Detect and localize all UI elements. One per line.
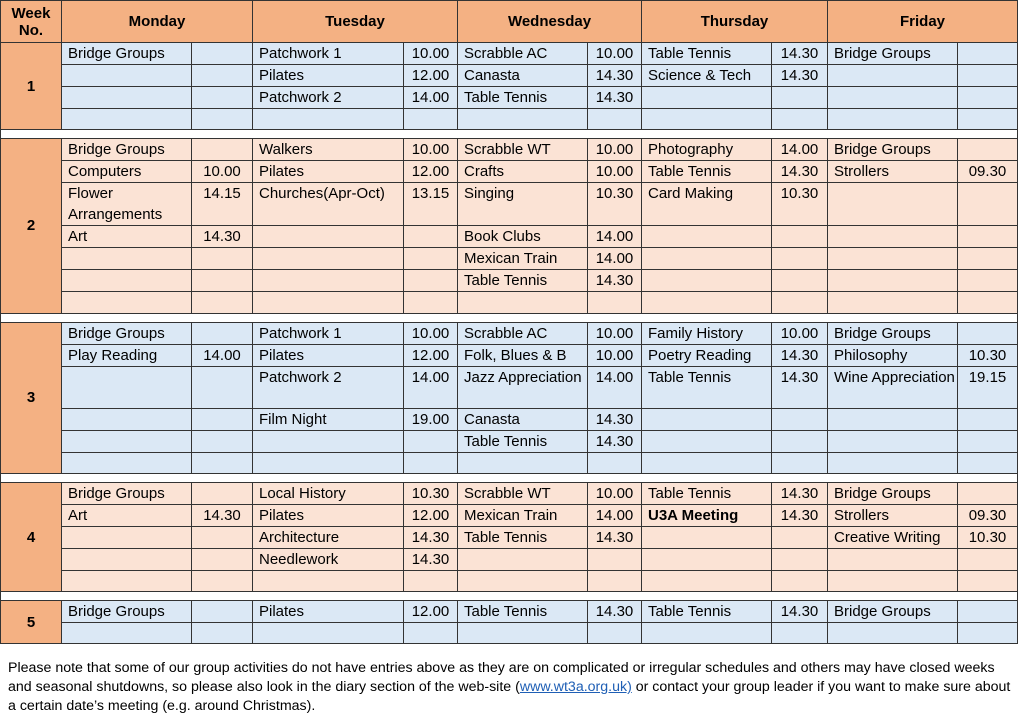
tuesday-activity-cell: Patchwork 2 [253,87,404,109]
thursday-activity-cell [642,87,772,109]
thursday-activity-cell [642,292,772,313]
monday-activity-cell [62,292,192,313]
schedule-row [1,183,1018,226]
tuesday-activity-cell: Pilates [253,161,404,183]
tuesday-time-cell [404,248,458,270]
friday-time-cell [958,322,1018,344]
friday-activity-cell [828,65,958,87]
wednesday-time-cell: 14.30 [588,65,642,87]
thursday-time-cell [772,292,828,313]
tuesday-activity-cell: Pilates [253,344,404,366]
tuesday-time-cell: 19.00 [404,408,458,430]
tuesday-activity-cell: Needlework [253,548,404,570]
monday-activity-cell [62,526,192,548]
monday-time-cell [192,292,253,313]
separator-cell [1,130,1018,139]
monday-time-cell: 14.30 [192,226,253,248]
week-number-cell: 2 [1,139,62,313]
wednesday-activity-cell: Singing [458,183,588,226]
tuesday-time-cell [404,430,458,452]
tuesday-time-cell: 12.00 [404,65,458,87]
tuesday-time-cell: 10.00 [404,139,458,161]
thursday-activity-cell: Table Tennis [642,43,772,65]
tuesday-activity-cell [253,109,404,130]
wednesday-time-cell: 10.30 [588,183,642,226]
tuesday-time-cell [404,270,458,292]
thursday-activity-cell: Science & Tech [642,65,772,87]
thursday-activity-cell [642,226,772,248]
tuesday-time-cell: 10.30 [404,482,458,504]
thursday-time-cell: 14.30 [772,65,828,87]
day-header-friday: Friday [828,1,1018,43]
monday-activity-cell: Art [62,226,192,248]
schedule-row [1,322,1018,344]
wednesday-time-cell: 10.00 [588,322,642,344]
schedule-row [1,344,1018,366]
tuesday-activity-cell: Patchwork 1 [253,43,404,65]
wednesday-activity-cell: Jazz Appreciation [458,366,588,408]
thursday-activity-cell [642,623,772,644]
schedule-row [1,452,1018,473]
thursday-activity-cell: Photography [642,139,772,161]
monday-time-cell [192,430,253,452]
friday-time-cell [958,109,1018,130]
tuesday-activity-cell [253,292,404,313]
monday-activity-cell: Bridge Groups [62,601,192,623]
day-header-thursday: Thursday [642,1,828,43]
schedule-row [1,109,1018,130]
monday-time-cell [192,87,253,109]
wednesday-activity-cell: Table Tennis [458,87,588,109]
friday-activity-cell: Bridge Groups [828,139,958,161]
monday-activity-cell: Bridge Groups [62,43,192,65]
schedule-row [1,139,1018,161]
wednesday-activity-cell: Canasta [458,408,588,430]
day-header-monday: Monday [62,1,253,43]
thursday-time-cell [772,226,828,248]
monday-activity-cell [62,109,192,130]
thursday-time-cell [772,526,828,548]
separator-cell [1,592,1018,601]
wednesday-activity-cell [458,623,588,644]
wednesday-time-cell [588,570,642,591]
wednesday-activity-cell [458,292,588,313]
wednesday-activity-cell [458,548,588,570]
friday-time-cell [958,87,1018,109]
schedule-row [1,65,1018,87]
week-number-cell: 3 [1,322,62,473]
week-separator [1,473,1018,482]
wednesday-time-cell: 10.00 [588,161,642,183]
monday-time-cell [192,248,253,270]
wednesday-activity-cell: Crafts [458,161,588,183]
wednesday-activity-cell: Mexican Train [458,248,588,270]
tuesday-time-cell: 10.00 [404,322,458,344]
monday-activity-cell [62,87,192,109]
monday-activity-cell [62,65,192,87]
monday-time-cell [192,43,253,65]
schedule-row [1,623,1018,644]
friday-time-cell [958,430,1018,452]
friday-activity-cell: Bridge Groups [828,43,958,65]
monday-time-cell [192,526,253,548]
tuesday-time-cell [404,570,458,591]
tuesday-activity-cell: Pilates [253,601,404,623]
thursday-time-cell: 10.00 [772,322,828,344]
tuesday-time-cell: 12.00 [404,601,458,623]
week-number-header: Week No. [1,1,62,43]
week-separator [1,592,1018,601]
wednesday-time-cell: 14.30 [588,526,642,548]
friday-activity-cell [828,248,958,270]
monday-time-cell [192,548,253,570]
tuesday-time-cell [404,452,458,473]
thursday-activity-cell [642,248,772,270]
friday-activity-cell: Bridge Groups [828,322,958,344]
monday-activity-cell: Bridge Groups [62,482,192,504]
footnote-text-end: or contact your group leader if you want to make sure about a certain date’s meeting (e.g. around Christmas). [8,679,1011,714]
schedule-row [1,504,1018,526]
wednesday-activity-cell: Mexican Train [458,504,588,526]
monday-time-cell: 14.15 [192,183,253,226]
tuesday-activity-cell [253,270,404,292]
week-separator [1,130,1018,139]
thursday-time-cell: 14.30 [772,366,828,408]
tuesday-activity-cell: Patchwork 1 [253,322,404,344]
tuesday-activity-cell: Pilates [253,65,404,87]
friday-activity-cell: Bridge Groups [828,601,958,623]
friday-activity-cell [828,183,958,226]
monday-activity-cell [62,366,192,408]
monday-time-cell [192,408,253,430]
thursday-time-cell [772,248,828,270]
friday-time-cell [958,248,1018,270]
friday-time-cell [958,226,1018,248]
tuesday-time-cell [404,226,458,248]
thursday-time-cell: 14.30 [772,601,828,623]
separator-cell [1,313,1018,322]
schedule-body [1,43,1018,644]
thursday-time-cell [772,548,828,570]
schedule-row [1,548,1018,570]
wednesday-time-cell: 14.30 [588,601,642,623]
monday-time-cell [192,366,253,408]
monday-activity-cell: Play Reading [62,344,192,366]
monday-activity-cell: Flower Arrangements [62,183,192,226]
schedule-row [1,366,1018,408]
friday-activity-cell: Wine Appreciation [828,366,958,408]
tuesday-activity-cell [253,623,404,644]
header-row [1,1,1018,43]
friday-time-cell: 10.30 [958,344,1018,366]
wednesday-time-cell: 14.30 [588,270,642,292]
schedule-row [1,161,1018,183]
friday-activity-cell: Strollers [828,161,958,183]
thursday-activity-cell: Table Tennis [642,161,772,183]
friday-activity-cell: Bridge Groups [828,482,958,504]
friday-activity-cell [828,548,958,570]
monday-time-cell: 10.00 [192,161,253,183]
thursday-activity-cell: Table Tennis [642,482,772,504]
monday-activity-cell [62,623,192,644]
friday-time-cell [958,65,1018,87]
monday-time-cell [192,570,253,591]
monday-time-cell [192,322,253,344]
separator-cell [1,473,1018,482]
wednesday-activity-cell [458,109,588,130]
friday-time-cell [958,139,1018,161]
tuesday-activity-cell: Patchwork 2 [253,366,404,408]
thursday-time-cell: 14.30 [772,344,828,366]
friday-time-cell [958,408,1018,430]
monday-activity-cell [62,270,192,292]
friday-activity-cell [828,292,958,313]
thursday-activity-cell [642,109,772,130]
tuesday-time-cell: 14.00 [404,87,458,109]
thursday-activity-cell [642,430,772,452]
friday-time-cell [958,623,1018,644]
monday-activity-cell: Bridge Groups [62,322,192,344]
friday-time-cell [958,548,1018,570]
wednesday-time-cell: 10.00 [588,43,642,65]
thursday-activity-cell [642,548,772,570]
friday-activity-cell [828,226,958,248]
thursday-time-cell: 14.30 [772,43,828,65]
thursday-activity-cell: Poetry Reading [642,344,772,366]
monday-activity-cell: Computers [62,161,192,183]
friday-activity-cell [828,408,958,430]
schedule-row [1,87,1018,109]
tuesday-activity-cell: Local History [253,482,404,504]
thursday-activity-cell: U3A Meeting [642,504,772,526]
tuesday-time-cell: 10.00 [404,43,458,65]
monday-activity-cell [62,430,192,452]
tuesday-activity-cell: Walkers [253,139,404,161]
tuesday-activity-cell [253,570,404,591]
thursday-time-cell [772,430,828,452]
schedule-row [1,43,1018,65]
wednesday-activity-cell: Canasta [458,65,588,87]
friday-activity-cell [828,109,958,130]
wednesday-activity-cell: Scrabble AC [458,43,588,65]
wednesday-time-cell: 10.00 [588,344,642,366]
friday-activity-cell: Creative Writing [828,526,958,548]
wednesday-time-cell: 10.00 [588,482,642,504]
thursday-time-cell: 14.30 [772,504,828,526]
monday-time-cell [192,109,253,130]
tuesday-time-cell: 12.00 [404,344,458,366]
tuesday-time-cell: 14.30 [404,548,458,570]
thursday-time-cell [772,109,828,130]
wednesday-activity-cell [458,452,588,473]
tuesday-time-cell [404,623,458,644]
wednesday-time-cell: 14.30 [588,408,642,430]
thursday-activity-cell [642,570,772,591]
friday-time-cell [958,43,1018,65]
wednesday-time-cell [588,292,642,313]
monday-activity-cell [62,452,192,473]
monday-time-cell [192,270,253,292]
friday-time-cell: 19.15 [958,366,1018,408]
tuesday-activity-cell [253,226,404,248]
website-link[interactable]: www.wt3a.org.uk) [519,679,632,695]
schedule-row [1,430,1018,452]
thursday-activity-cell [642,452,772,473]
wednesday-activity-cell: Scrabble WT [458,139,588,161]
thursday-time-cell [772,270,828,292]
wednesday-time-cell: 14.00 [588,504,642,526]
friday-time-cell: 10.30 [958,526,1018,548]
wednesday-activity-cell: Table Tennis [458,601,588,623]
monday-activity-cell [62,548,192,570]
week-separator [1,313,1018,322]
friday-activity-cell [828,570,958,591]
monday-time-cell [192,452,253,473]
thursday-time-cell: 14.30 [772,161,828,183]
thursday-time-cell [772,452,828,473]
tuesday-time-cell: 14.30 [404,526,458,548]
footnote [8,659,1018,716]
friday-time-cell [958,482,1018,504]
tuesday-activity-cell: Pilates [253,504,404,526]
monday-activity-cell [62,570,192,591]
schedule-row [1,570,1018,591]
wednesday-activity-cell: Scrabble WT [458,482,588,504]
monday-time-cell [192,623,253,644]
friday-activity-cell [828,452,958,473]
wednesday-activity-cell [458,570,588,591]
thursday-time-cell: 14.00 [772,139,828,161]
friday-time-cell [958,570,1018,591]
thursday-time-cell: 10.30 [772,183,828,226]
schedule-row [1,292,1018,313]
friday-activity-cell [828,87,958,109]
wednesday-activity-cell: Table Tennis [458,526,588,548]
tuesday-activity-cell [253,248,404,270]
monday-time-cell: 14.00 [192,344,253,366]
wednesday-time-cell [588,548,642,570]
friday-activity-cell: Strollers [828,504,958,526]
friday-activity-cell [828,623,958,644]
monday-time-cell [192,139,253,161]
footnote-text-start: Please note that some of our group activities do not have entries above as they are on complicated or irregular schedules and others may have closed weeks and seasonal shutdowns, so please also look in the diary section of the web-site ( [8,660,995,695]
tuesday-time-cell: 14.00 [404,366,458,408]
wednesday-activity-cell: Scrabble AC [458,322,588,344]
wednesday-time-cell: 10.00 [588,139,642,161]
monday-time-cell [192,482,253,504]
monday-activity-cell [62,408,192,430]
thursday-activity-cell: Family History [642,322,772,344]
thursday-time-cell [772,570,828,591]
day-header-tuesday: Tuesday [253,1,458,43]
wednesday-time-cell [588,452,642,473]
schedule-row [1,270,1018,292]
friday-activity-cell: Philosophy [828,344,958,366]
thursday-activity-cell [642,270,772,292]
friday-time-cell: 09.30 [958,161,1018,183]
tuesday-time-cell: 12.00 [404,504,458,526]
schedule-row [1,248,1018,270]
friday-activity-cell [828,270,958,292]
thursday-activity-cell: Table Tennis [642,601,772,623]
thursday-time-cell [772,87,828,109]
friday-time-cell: 09.30 [958,504,1018,526]
wednesday-time-cell [588,623,642,644]
schedule-row [1,526,1018,548]
thursday-time-cell [772,408,828,430]
wednesday-time-cell: 14.00 [588,226,642,248]
tuesday-activity-cell [253,430,404,452]
tuesday-time-cell [404,292,458,313]
thursday-time-cell: 14.30 [772,482,828,504]
wednesday-time-cell [588,109,642,130]
wednesday-time-cell: 14.00 [588,366,642,408]
wednesday-activity-cell: Table Tennis [458,430,588,452]
thursday-activity-cell [642,526,772,548]
schedule-row [1,408,1018,430]
wednesday-activity-cell: Folk, Blues & B [458,344,588,366]
friday-time-cell [958,183,1018,226]
friday-time-cell [958,292,1018,313]
thursday-time-cell [772,623,828,644]
monday-time-cell: 14.30 [192,504,253,526]
tuesday-time-cell: 13.15 [404,183,458,226]
week-number-cell: 5 [1,601,62,644]
tuesday-activity-cell: Film Night [253,408,404,430]
monday-activity-cell: Art [62,504,192,526]
monday-time-cell [192,601,253,623]
monday-time-cell [192,65,253,87]
friday-time-cell [958,270,1018,292]
wednesday-time-cell: 14.00 [588,248,642,270]
friday-time-cell [958,452,1018,473]
wednesday-activity-cell: Book Clubs [458,226,588,248]
tuesday-activity-cell: Architecture [253,526,404,548]
tuesday-time-cell [404,109,458,130]
tuesday-activity-cell [253,452,404,473]
wednesday-time-cell: 14.30 [588,87,642,109]
thursday-activity-cell [642,408,772,430]
week-number-cell: 4 [1,482,62,591]
day-header-wednesday: Wednesday [458,1,642,43]
monday-activity-cell [62,248,192,270]
wednesday-time-cell: 14.30 [588,430,642,452]
friday-activity-cell [828,430,958,452]
thursday-activity-cell: Card Making [642,183,772,226]
friday-time-cell [958,601,1018,623]
thursday-activity-cell: Table Tennis [642,366,772,408]
week-number-cell: 1 [1,43,62,130]
monday-activity-cell: Bridge Groups [62,139,192,161]
tuesday-activity-cell: Churches(Apr-Oct) [253,183,404,226]
schedule-row [1,482,1018,504]
schedule-row [1,601,1018,623]
wednesday-activity-cell: Table Tennis [458,270,588,292]
schedule-row [1,226,1018,248]
tuesday-time-cell: 12.00 [404,161,458,183]
